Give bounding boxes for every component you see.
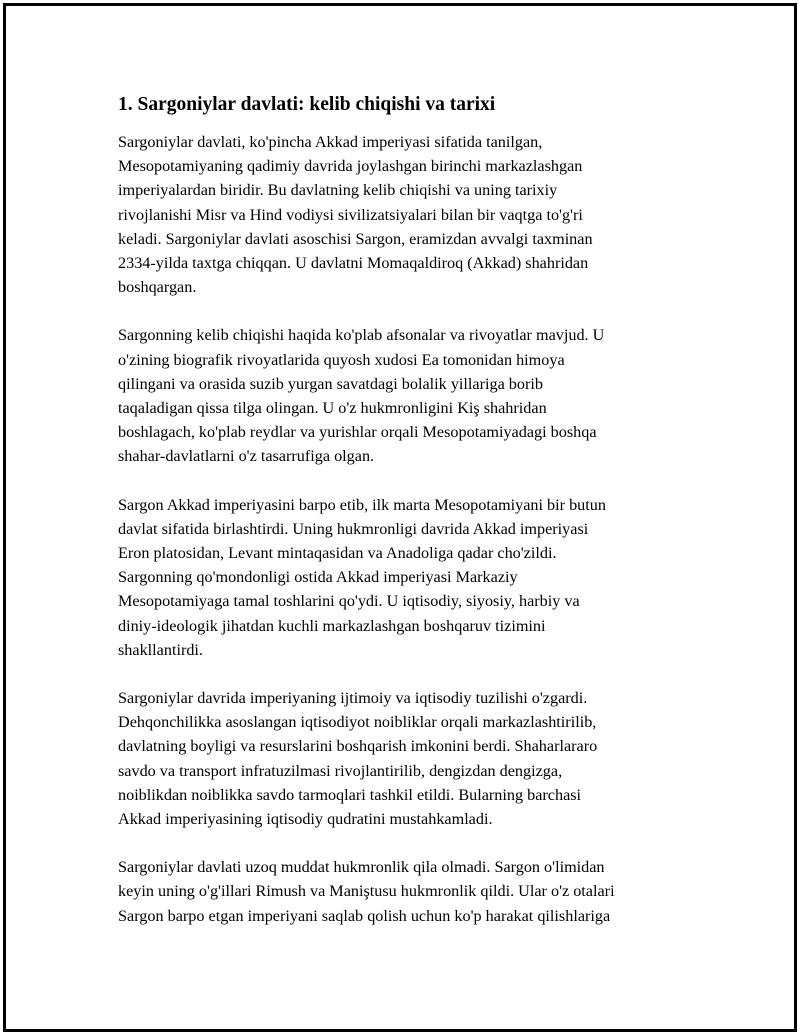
document-body bbox=[118, 92, 698, 952]
paragraph: Sargoniylar davlati uzoq muddat hukmronlik qila olmadi. Sargon o'limidan keyin uning o'g'illari Rimush va Maniştusu hukmronlik qildi. Ular o'z otalari Sargon barpo etgan imperiyani saqlab qolish uchun ko'p harakat qilishlariga bbox=[118, 858, 615, 925]
paragraph: Sargonning kelib chiqishi haqida ko'plab afsonalar va rivoyatlar mavjud. U o'zining biografik rivoyatlarida quyosh xudosi Ea tomonidan himoya qilingani va orasida suzib yurgan savatdagi bolalik yillariga borib taqaladigan qissa tilga olingan. U o'z hukmronligini Kiş shahridan boshlagach, ko'plab reydlar va yurishlar orqali Mesopotamiyadagi boshqa shahar-davlatlarni o'z tasarrufiga olgan. bbox=[118, 326, 605, 466]
paragraph: Sargoniylar davrida imperiyaning ijtimoiy va iqtisodiy tuzilishi o'zgardi. Dehqonchilikka asoslangan iqtisodiyot noibliklar orqali markazlashtirilib, davlatning boyligi va resurslarini boshqarish imkonini berdi. Shaharlararo savdo va transport infratuzilmasi rivojlantirilib, dengizdan dengizga, noiblikdan noiblikka savdo tarmoqlari tashkil etildi. Bularning barchasi Akkad imperiyasining iqtisodiy qudratini mustahkamladi. bbox=[118, 689, 598, 829]
paragraph: Sargoniylar davlati, ko'pincha Akkad imperiyasi sifatida tanilgan, Mesopotamiyaning qadimiy davrida joylashgan birinchi markazlashgan imperiyalardan biridir. Bu davlatning kelib chiqishi va uning tarixiy rivojlanishi Misr va Hind vodiysi sivilizatsiyalari bilan bir vaqtga to'g'ri keladi. Sargoniylar davlati asoschisi Sargon, eramizdan avvalgi taxminan 2334-yilda taxtga chiqqan. U davlatni Momaqaldiroq (Akkad) shahridan boshqargan. bbox=[118, 133, 593, 297]
paragraph: Sargon Akkad imperiyasini barpo etib, ilk marta Mesopotamiyani bir butun davlat sifatida birlashtirdi. Uning hukmronligi davrida Akkad imperiyasi Eron platosidan, Levant mintaqasidan va Anadoliga qadar cho'zildi. Sargonning qo'mondonligi ostida Akkad imperiyasi Markaziy Mesopotamiyaga tamal toshlarini qo'ydi. U iqtisodiy, siyosiy, harbiy va diniy-ideologik jihatdan kuchli markazlashgan boshqaruv tizimini shakllantirdi. bbox=[118, 495, 606, 659]
section-heading: 1. Sargoniylar davlati: kelib chiqishi va tarixi bbox=[118, 94, 496, 115]
